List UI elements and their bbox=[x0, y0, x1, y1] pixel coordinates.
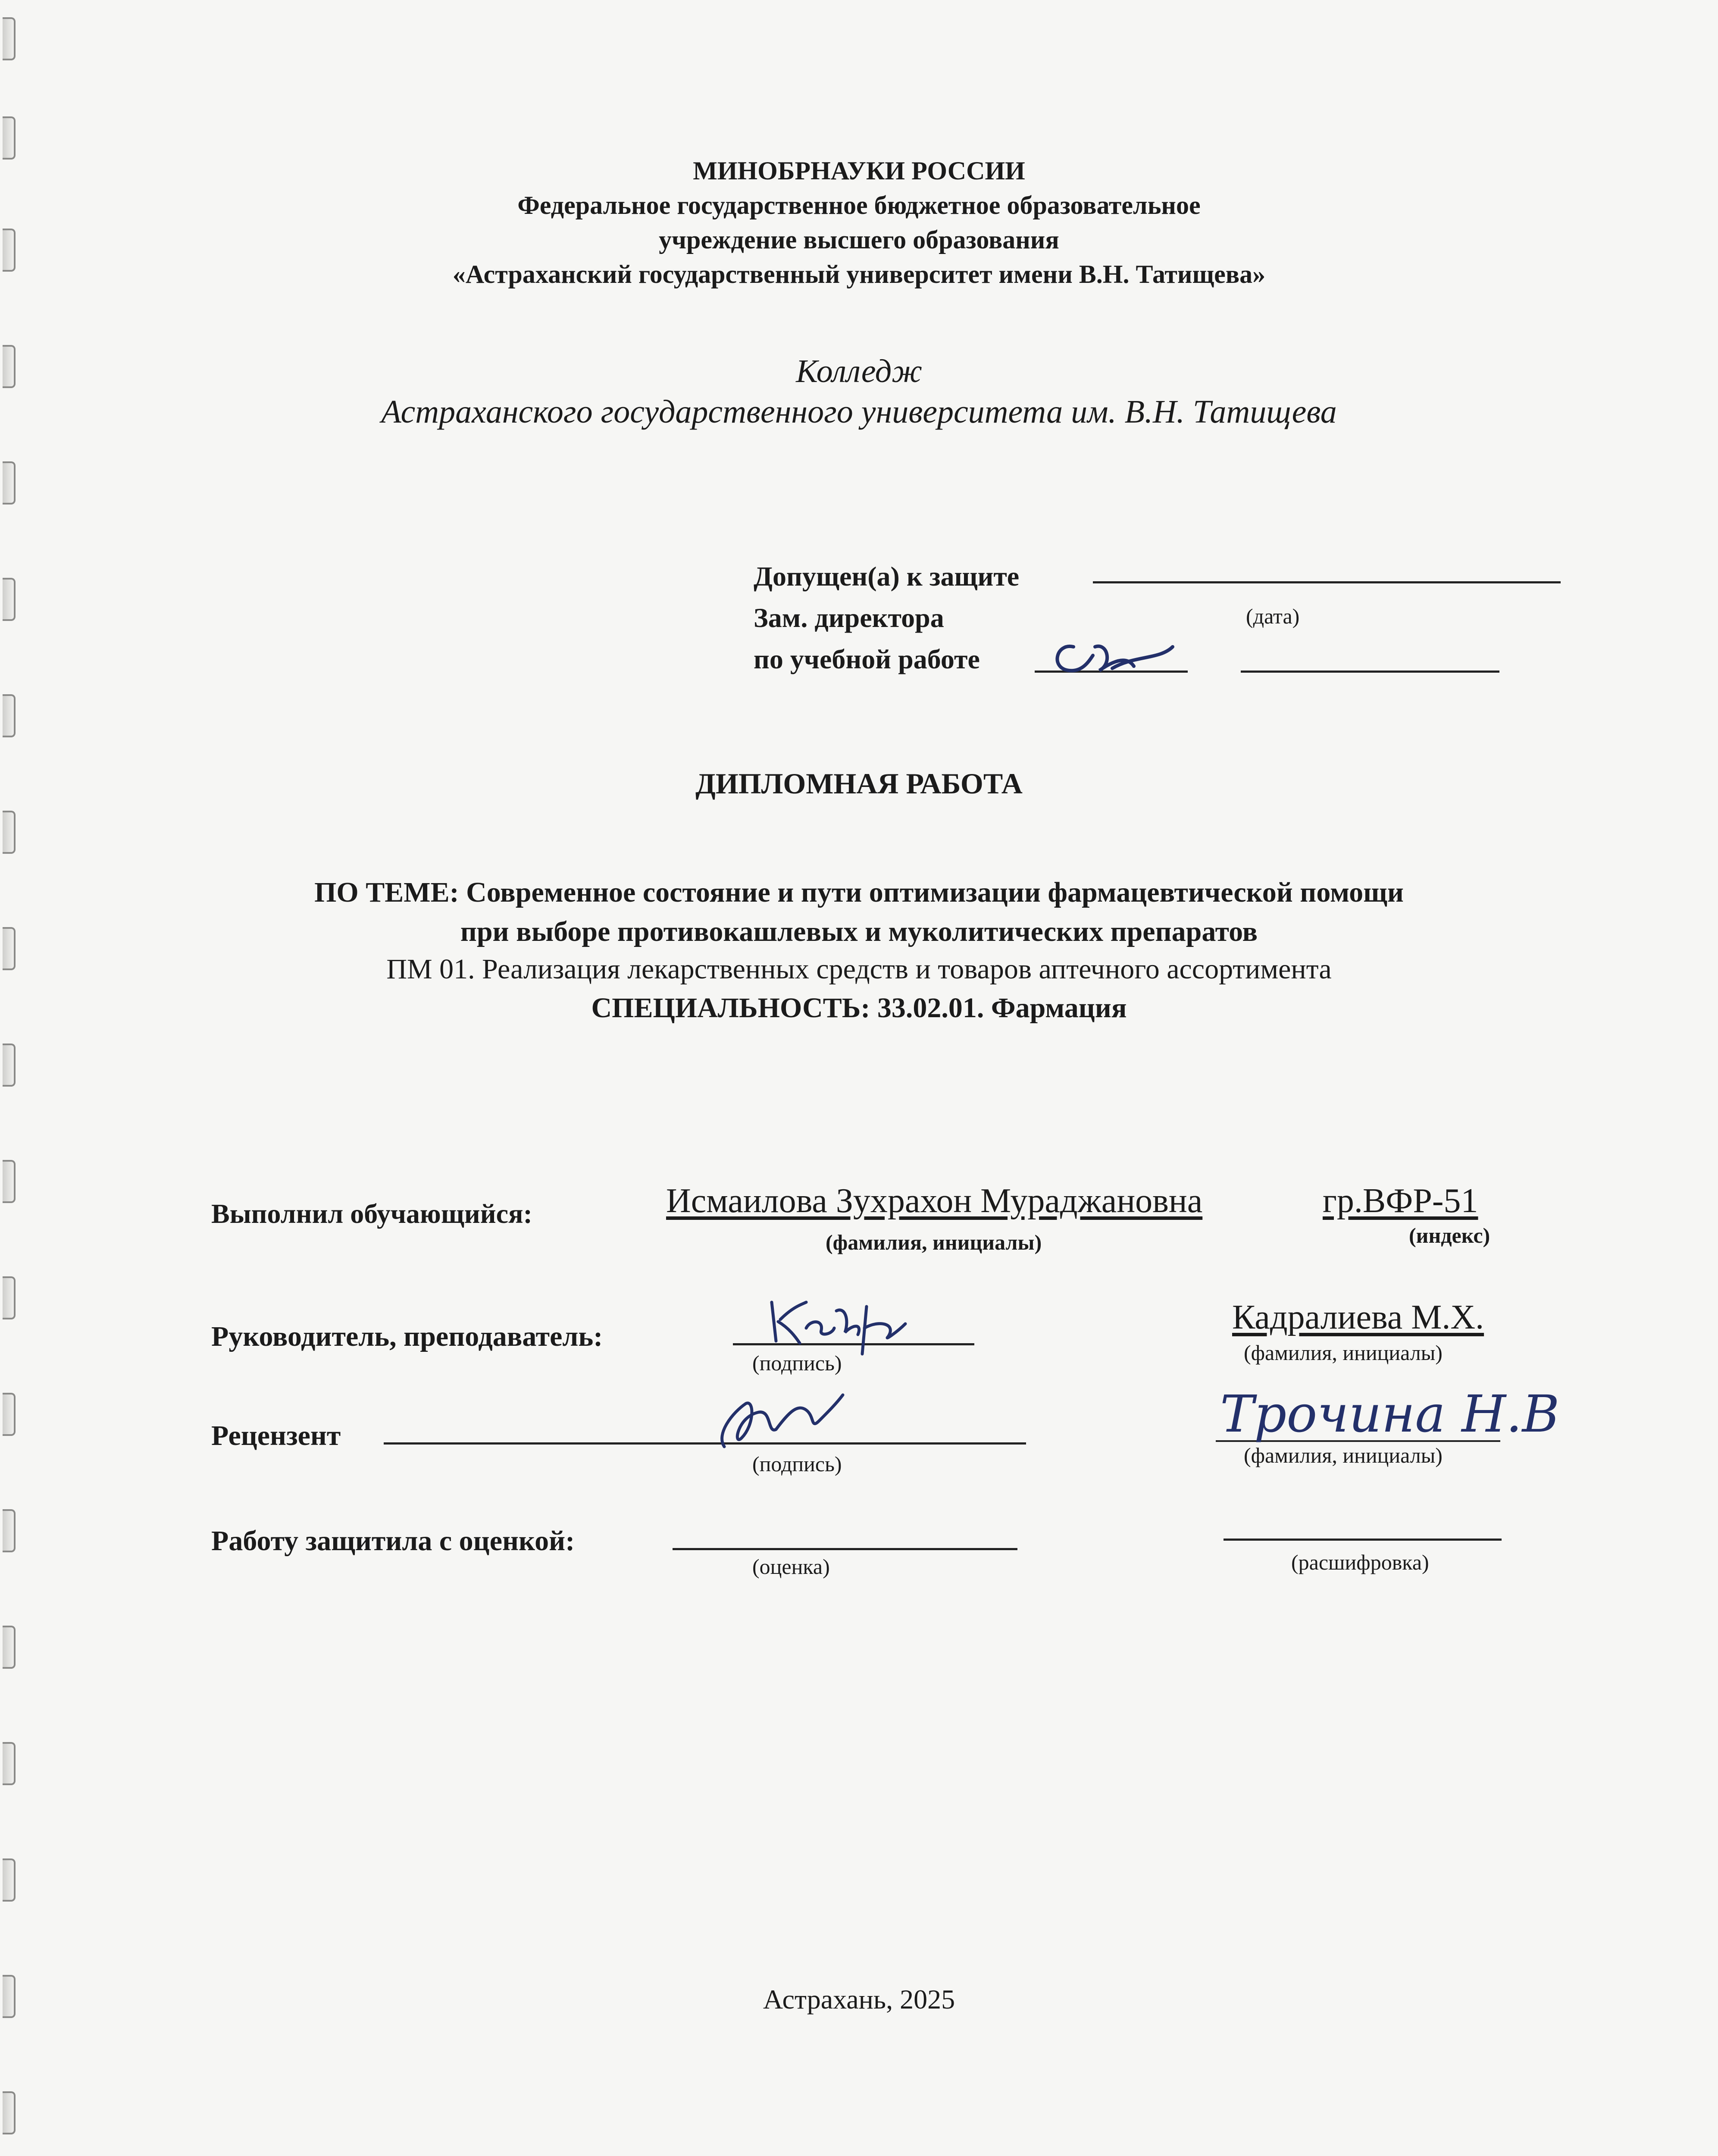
decoding-caption: (расшифровка) bbox=[1291, 1550, 1429, 1574]
city-year: Астрахань, 2025 bbox=[763, 1984, 955, 2015]
grade-line bbox=[673, 1548, 1017, 1550]
university-name: «Астраханский государственный университет имени В.Н. Татищева» bbox=[452, 260, 1266, 288]
topic-text-1: Современное состояние и пути оптимизации фармацевтической помощи bbox=[466, 877, 1404, 908]
student-group: гр.ВФР-51 bbox=[1323, 1182, 1478, 1220]
institution-line-1: Федеральное государственное бюджетное образовательное bbox=[517, 191, 1201, 219]
defense-label: Работу защитила с оценкой: bbox=[211, 1525, 575, 1557]
reviewer-name-handwritten bbox=[1220, 1380, 1560, 1449]
institution-line-2: учреждение высшего образования bbox=[659, 226, 1059, 254]
document-type-heading: ДИПЛОМНАЯ РАБОТА bbox=[695, 767, 1023, 800]
topic-line-1 bbox=[0, 876, 1718, 909]
academic-work-label: по учебной работе bbox=[754, 644, 980, 674]
binding-rings bbox=[0, 0, 26, 2156]
reviewer-signature-icon bbox=[707, 1386, 845, 1462]
topic-label: ПО ТЕМЕ: bbox=[314, 877, 459, 908]
supervisor-name-caption: (фамилия, инициалы) bbox=[1244, 1341, 1443, 1365]
student-group-caption: (индекс) bbox=[1409, 1223, 1490, 1247]
admission-date-line bbox=[1093, 581, 1561, 583]
professional-module: ПМ 01. Реализация лекарственных средств и товаров аптечного ассортимента bbox=[386, 953, 1332, 985]
topic-line-2: при выборе противокашлевых и муколитических препаратов bbox=[460, 916, 1258, 947]
supervisor-name: Кадралиева М.Х. bbox=[1232, 1298, 1484, 1336]
admitted-label: Допущен(а) к защите bbox=[754, 561, 1020, 592]
svg-text:Трочина Н.В: Трочина Н.В bbox=[1220, 1384, 1560, 1444]
student-name: Исмаилова Зухрахон Мураджановна bbox=[666, 1182, 1203, 1220]
deputy-director-label: Зам. директора bbox=[754, 602, 944, 633]
supervisor-signature-caption: (подпись) bbox=[752, 1351, 842, 1375]
decoding-line bbox=[1224, 1539, 1502, 1541]
grade-caption: (оценка) bbox=[752, 1554, 830, 1579]
ministry-heading: МИНОБРНАУКИ РОССИИ bbox=[693, 157, 1025, 185]
student-label: Выполнил обучающийся: bbox=[211, 1198, 532, 1229]
reviewer-name-caption: (фамилия, инициалы) bbox=[1244, 1443, 1443, 1467]
deputy-signature-icon bbox=[1048, 630, 1186, 686]
reviewer-label: Рецензент bbox=[211, 1420, 341, 1451]
college-name: Астраханского государственного университета им. В.Н. Татищева bbox=[381, 394, 1337, 430]
deputy-date-line bbox=[1241, 671, 1499, 673]
supervisor-signature-icon bbox=[759, 1294, 914, 1358]
college-title: Колледж bbox=[796, 353, 922, 389]
date-caption: (дата) bbox=[1246, 604, 1300, 628]
reviewer-signature-line bbox=[384, 1442, 1026, 1445]
student-name-caption: (фамилия, инициалы) bbox=[826, 1230, 1042, 1254]
specialty-line: СПЕЦИАЛЬНОСТЬ: 33.02.01. Фармация bbox=[591, 992, 1127, 1024]
supervisor-label: Руководитель, преподаватель: bbox=[211, 1321, 603, 1352]
reviewer-signature-caption: (подпись) bbox=[752, 1452, 842, 1476]
